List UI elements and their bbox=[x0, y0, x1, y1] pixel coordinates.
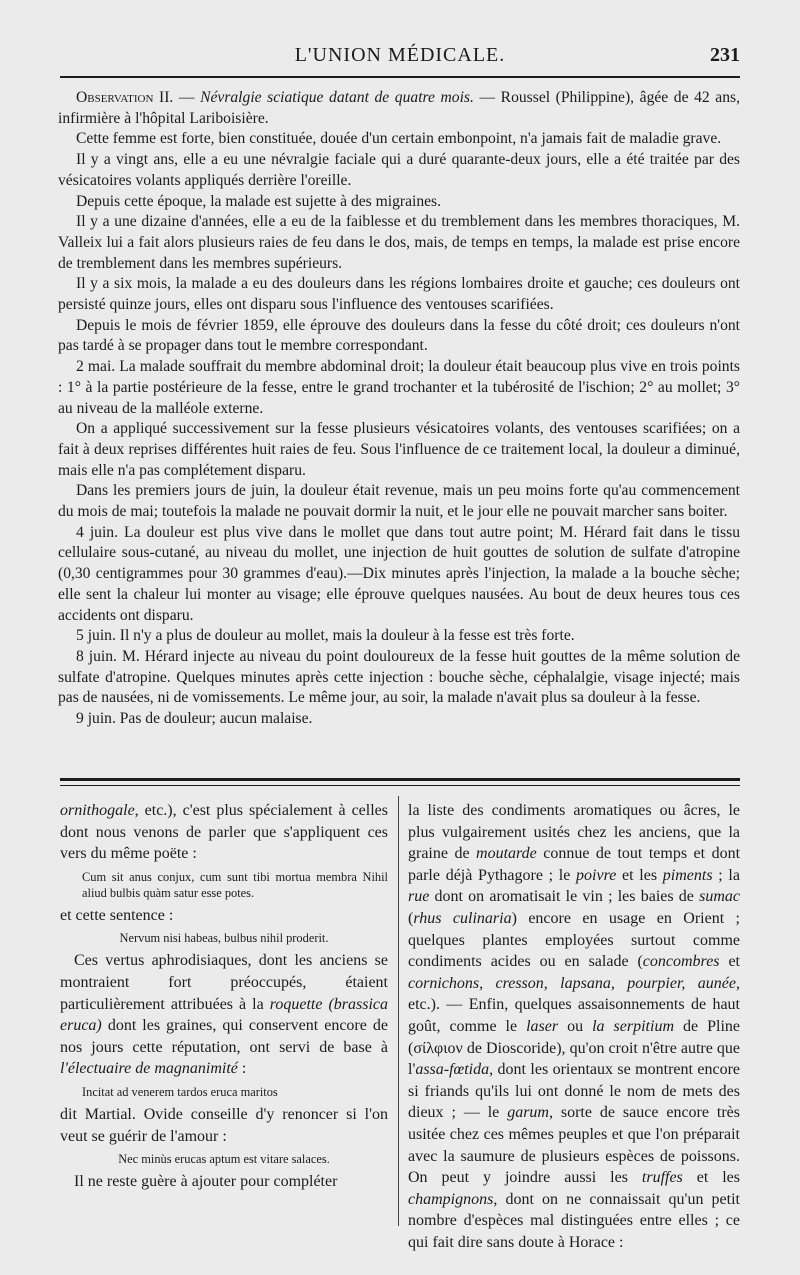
left-text: , etc.), c'est plus spécialement à celles dont nous venons de parler que s'appliquent ces vers du même poëte : bbox=[60, 802, 388, 863]
term-cornichons: cornichons, cresson, lapsana, pourpier, aunée bbox=[408, 974, 736, 992]
term-truffes: truffes bbox=[641, 1169, 683, 1187]
left-paragraph-3 bbox=[60, 950, 388, 1080]
right-paragraph bbox=[408, 800, 740, 1253]
running-title: L'UNION MÉDICALE. bbox=[294, 44, 506, 66]
term-champignons: champignons bbox=[408, 1190, 494, 1208]
left-paragraph-5: Il ne reste guère à ajouter pour compléter bbox=[74, 1173, 338, 1191]
left-column bbox=[60, 800, 388, 1193]
right-text: , dont les orientaux se montrent encore si friands qu'ils lui ont donné le nom de mets des dieux ; — le bbox=[408, 1061, 740, 1122]
section-rule-thin bbox=[60, 785, 740, 786]
right-text: , dont on ne connaissait qu'un petit nombre d'espèces mal distinguées entre elles ; ce qui fait dire sans doute à Horace : bbox=[408, 1190, 740, 1251]
right-text: de Pline (σίλφιον de Dioscoride), qu'on croit n'être autre que l' bbox=[408, 1017, 741, 1079]
latin-quote: Nec minùs erucas aptum est vitare salaces. bbox=[118, 1152, 330, 1167]
right-text: ( bbox=[408, 909, 414, 927]
observation-label: Observation II. — bbox=[76, 89, 201, 106]
right-text: et bbox=[719, 953, 740, 971]
term-laser: laser bbox=[526, 1017, 559, 1035]
observation-paragraph: 5 juin. Il n'y a plus de douleur au mollet, mais la douleur à la fesse est très forte. bbox=[76, 627, 575, 645]
right-text: dont on aromatisait le vin ; les baies de bbox=[429, 888, 700, 906]
observation-paragraph: 2 mai. La malade souffrait du membre abdominal droit; la douleur était beaucoup plus vive en trois points : 1° à la partie postérieure de la fesse, entre le grand trochanter et la tubérosité de l'ischion; 2° au mollet; 3° au niveau de la malléole externe. bbox=[58, 358, 740, 417]
observation-section bbox=[58, 88, 740, 730]
observation-patient: — Roussel (Philippine), âgée de 42 ans, infirmière à l'hôpital Lariboisière. bbox=[58, 89, 740, 127]
term-rhus: rhus culinaria bbox=[413, 909, 512, 927]
observation-paragraph: Il y a six mois, la malade a eu des douleurs dans les régions lombaires droite et gauche; ces douleurs ont persisté quinze jours, elles ont disparu sous l'influence des ventouses scarifiées. bbox=[58, 275, 740, 314]
latin-quote: Nervum nisi habeas, bulbus nihil proderit. bbox=[119, 931, 329, 946]
left-text: dont les graines, qui conservent encore de nos jours cette réputation, ont servi de base à bbox=[60, 1017, 388, 1056]
right-text: ; la bbox=[712, 866, 740, 884]
left-paragraph-4: dit Martial. Ovide conseille d'y renoncer si l'on veut se guérir de l'amour : bbox=[60, 1105, 388, 1145]
observation-paragraph: Dans les premiers jours de juin, la douleur était revenue, mais un peu moins forte qu'au commencement du mois de mai; toutefois la malade ne pouvait dormir la nuit, et le jour elle ne pouvait marcher sans boiter. bbox=[58, 482, 740, 521]
latin-quote: Cum sit anus conjux, cum sunt tibi mortua membra Nihil aliud bulbis quàm satur esse potes. bbox=[82, 869, 388, 900]
left-text: : bbox=[237, 1060, 247, 1078]
term-serpitium: la serpitium bbox=[592, 1017, 675, 1035]
observation-title: Névralgie sciatique datant de quatre mois. bbox=[200, 89, 474, 106]
right-text: et les bbox=[616, 866, 663, 884]
term-concombres: concombres bbox=[642, 953, 720, 971]
section-rule-thick bbox=[60, 778, 740, 781]
right-column bbox=[408, 800, 740, 1253]
term-roquette: roquette (brassica eruca) bbox=[60, 995, 389, 1035]
right-text: et les bbox=[682, 1169, 740, 1187]
page-header bbox=[60, 44, 740, 74]
latin-quote: Incitat ad venerem tardos eruca maritos bbox=[82, 1084, 278, 1099]
left-paragraph-1 bbox=[60, 800, 388, 865]
left-text: Ces vertus aphrodisiaques, dont les anciens se montraient fort préoccupés, étaient particulièrement attribuées à la bbox=[60, 952, 388, 1013]
observation-paragraph: 9 juin. Pas de douleur; aucun malaise. bbox=[76, 710, 313, 728]
term-ornithogale: ornithogale bbox=[60, 802, 135, 819]
right-text: ) encore en usage en Orient ; quelques plantes employées surtout comme condiments acides ou en salade ( bbox=[408, 909, 740, 971]
left-paragraph-2: et cette sentence : bbox=[60, 906, 174, 924]
right-text: , etc.). — Enfin, quelques assaisonnements de haut goût, comme le bbox=[408, 974, 740, 1035]
observation-paragraph: 8 juin. M. Hérard injecte au niveau du point douloureux de la fesse huit gouttes de la même solution de sulfate d'atropine. Quelques minutes après cette injection : bouche sèche, céphalalgie, visage injecté; mais pas de nausées, ni de vomissements. Le même jour, au soir, la malade n'avait plus sa douleur à la fesse. bbox=[58, 647, 740, 707]
term-poivre: poivre bbox=[576, 866, 617, 884]
observation-paragraph: Il y a une dizaine d'années, elle a eu de la faiblesse et du tremblement dans les membres thoraciques, M. Valleix lui a fait alors plusieurs raies de feu dans le dos, mais, de temps en temps, la malade est prise encore de tremblement dans les membres supérieurs. bbox=[58, 213, 740, 272]
term-moutarde: moutarde bbox=[476, 845, 537, 863]
observation-paragraph: Il y a vingt ans, elle a eu une névralgie faciale qui a duré quarante-deux jours, elle a été traitée par des vésicatoires volants appliqués derrière l'oreille. bbox=[58, 151, 740, 189]
observation-paragraph: Cette femme est forte, bien constituée, douée d'un certain embonpoint, n'a jamais fait de maladie grave. bbox=[76, 130, 722, 148]
right-text: ou bbox=[558, 1017, 593, 1035]
term-garum: garum bbox=[507, 1104, 549, 1122]
term-sumac: sumac bbox=[699, 888, 740, 906]
observation-paragraph: 4 juin. La douleur est plus vive dans le mollet que dans tout autre point; M. Hérard fait dans le tissu cellulaire sous-cutané, au niveau du mollet, une injection de huit gouttes de solution de sulfate d'atropine (0,30 centigrammes pour 30 grammes d'eau).—Dix minutes après l'injection, la malade a la bouche sèche; elle sent la chaleur lui monter au visage; elle éprouve quelques nausées. Au bout de deux heures tous ces accidents ont disparu. bbox=[58, 523, 740, 624]
observation-heading bbox=[58, 88, 740, 129]
right-text: , sorte de sauce encore très usitée chez ces mêmes peuples et que l'on préparait avec la saumure de plusieurs espèces de poissons. On peut y joindre aussi les bbox=[408, 1104, 740, 1187]
term-rue: rue bbox=[408, 888, 430, 906]
term-piments: piments bbox=[662, 866, 713, 884]
right-text: la liste des condiments aromatiques ou âcres, le plus vulgairement usités chez les anciens, que la graine de bbox=[408, 802, 740, 863]
observation-paragraph: Depuis le mois de février 1859, elle éprouve des douleurs dans la fesse du côté droit; ces douleurs n'ont pas tardé à se propager dans tout le membre correspondant. bbox=[58, 316, 740, 355]
term-assa-foetida: assa-fœtida bbox=[415, 1061, 490, 1079]
page-number: 231 bbox=[710, 44, 740, 66]
header-rule bbox=[60, 76, 740, 78]
observation-paragraph: Depuis cette époque, la malade est sujette à des migraines. bbox=[76, 192, 442, 210]
column-divider bbox=[398, 796, 399, 1226]
term-electuaire: l'électuaire de magnanimité bbox=[60, 1060, 238, 1078]
right-text: connue de tout temps et dont parle déjà Pythagore ; le bbox=[408, 845, 741, 884]
observation-paragraph: On a appliqué successivement sur la fesse plusieurs vésicatoires volants, des ventouses scarifiées; on a fait à deux reprises différentes huit raies de feu. Sous l'influence de ce traitement local, la douleur a diminué, mais elle n'a pas complétement disparu. bbox=[58, 420, 740, 479]
